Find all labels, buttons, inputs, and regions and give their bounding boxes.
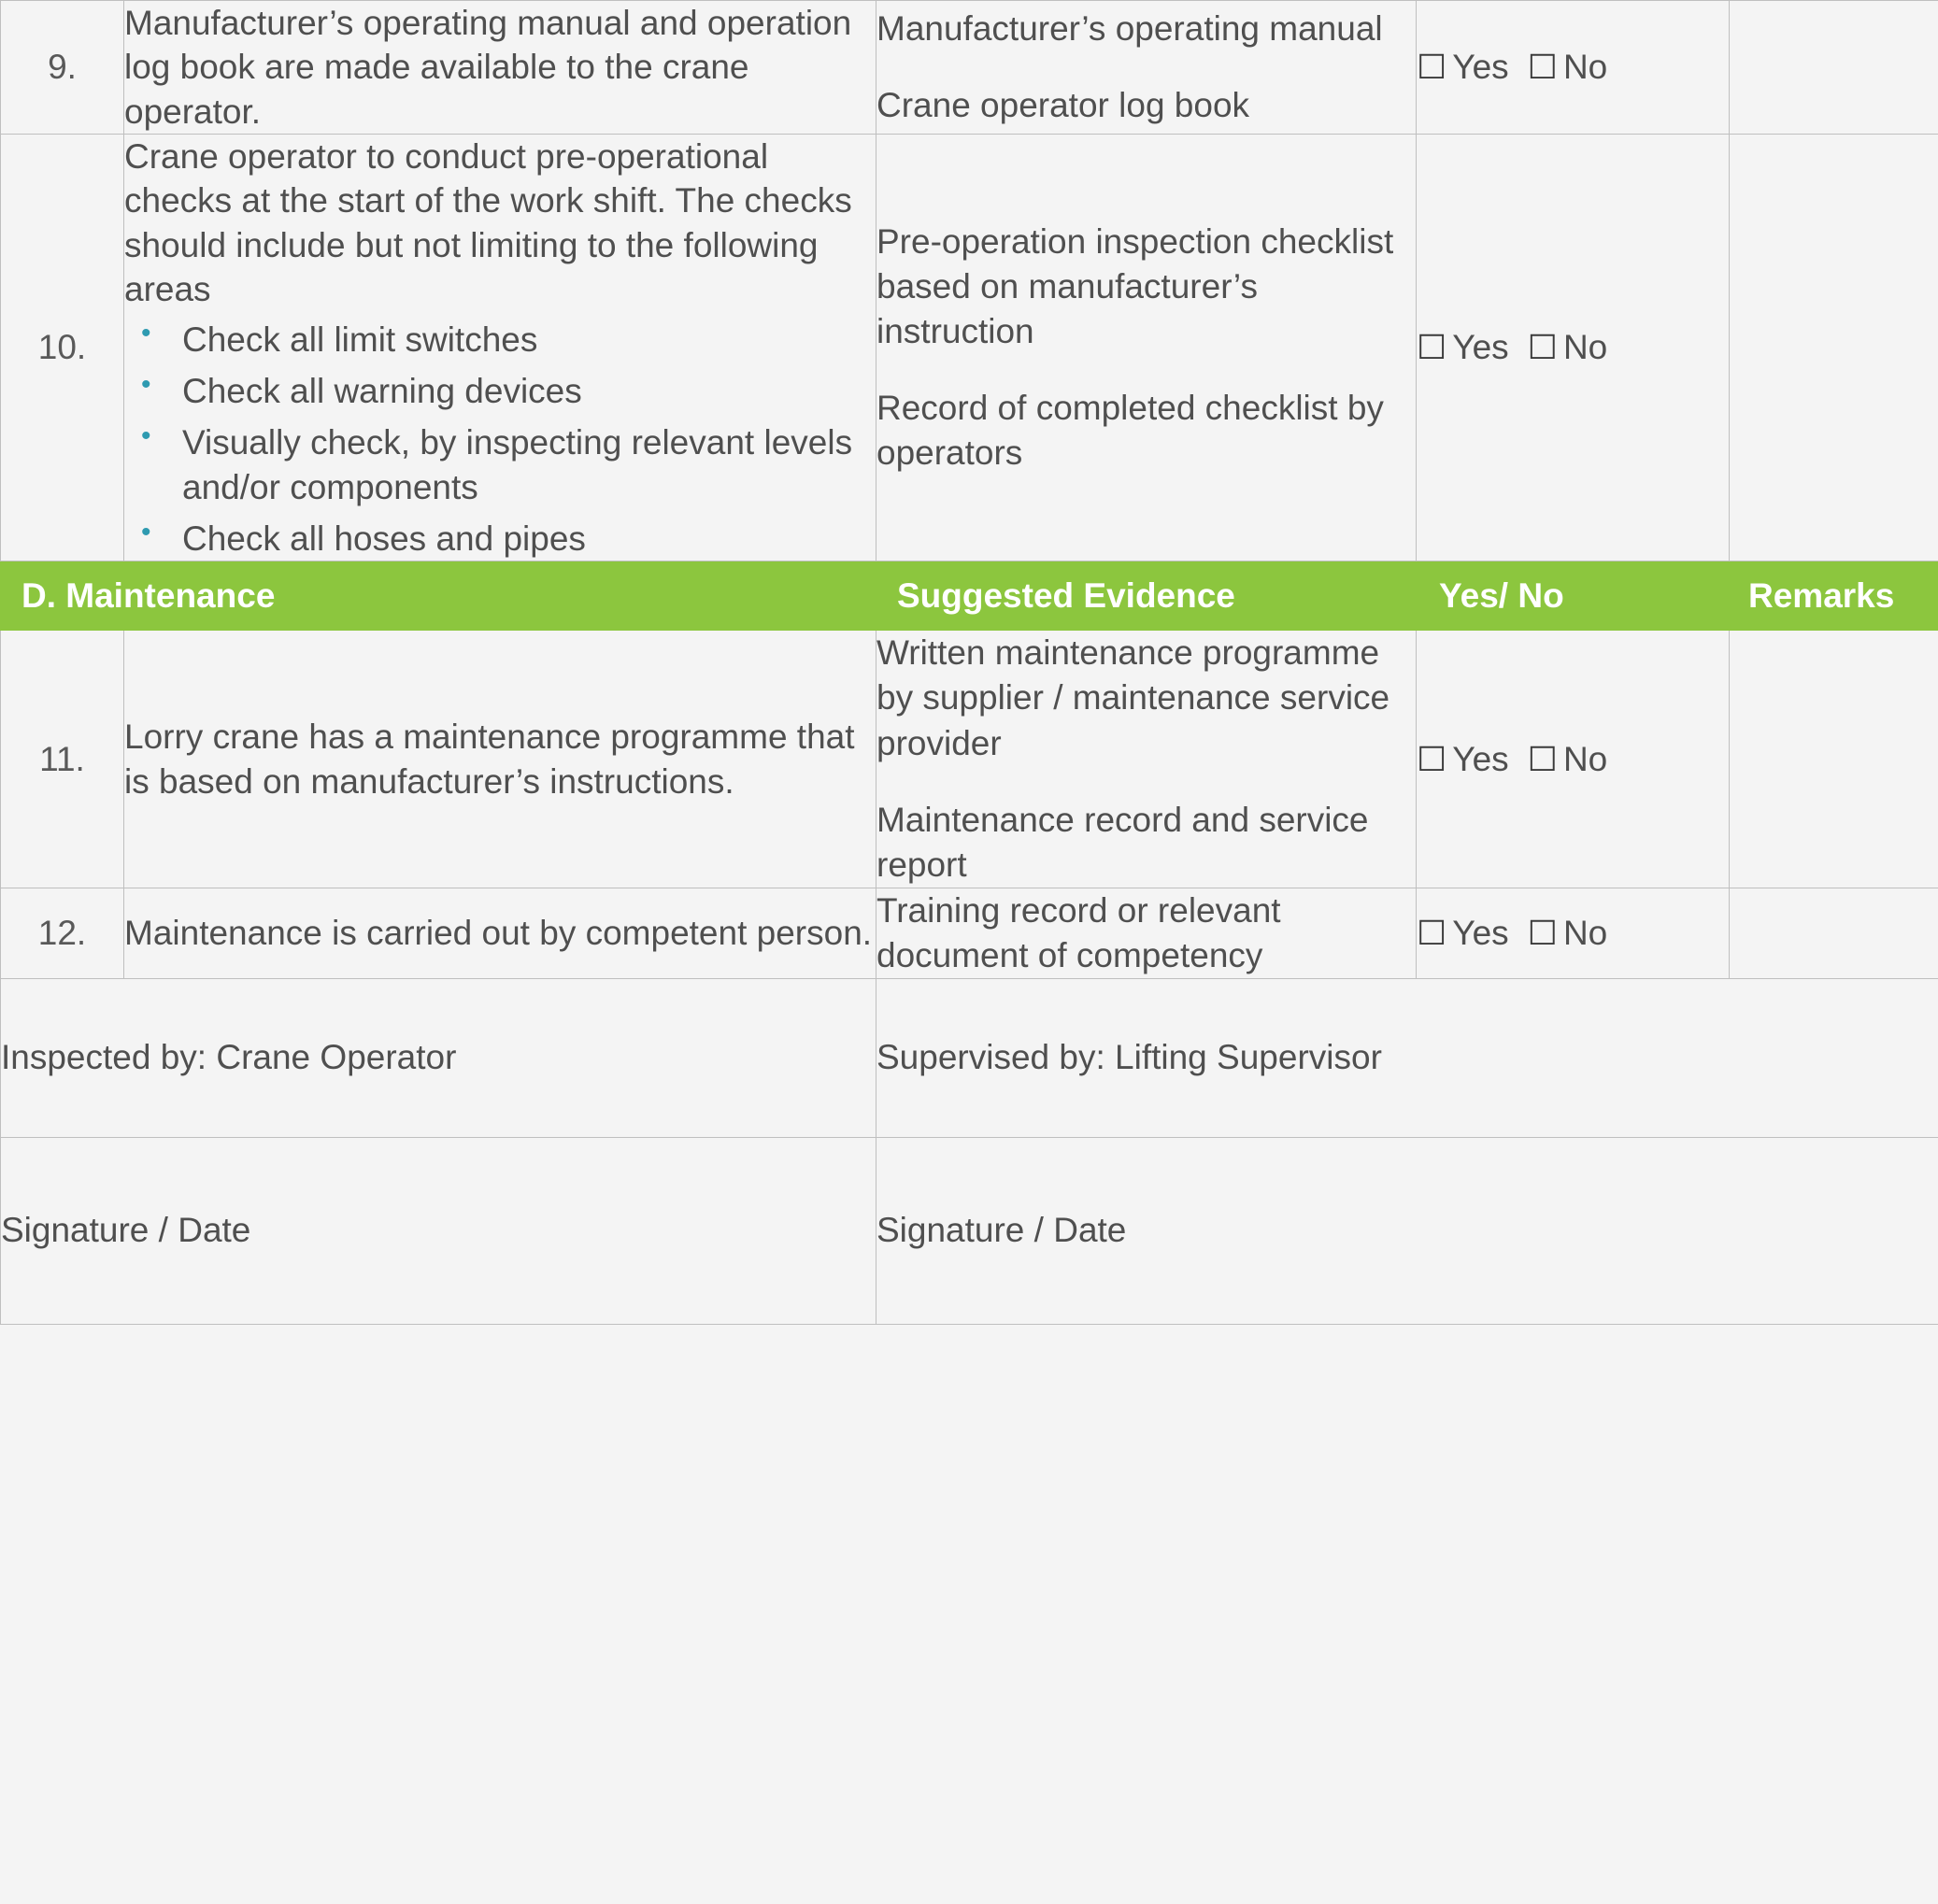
evidence-item: Record of completed checklist by operators [876, 389, 1384, 473]
row-description-text: Manufacturer’s operating manual and operation log book are made available to the crane operator. [124, 4, 852, 131]
no-checkbox[interactable]: ☐ [1527, 328, 1558, 367]
row-evidence [876, 888, 1417, 978]
yes-checkbox[interactable]: ☐ [1417, 913, 1447, 952]
section-yesno-header: Yes/ No [1417, 561, 1730, 631]
evidence-item: Manufacturer’s operating manual [876, 8, 1383, 48]
remarks-cell[interactable] [1730, 888, 1938, 978]
section-evidence-header: Suggested Evidence [876, 561, 1417, 631]
row-evidence [876, 1, 1417, 135]
row-evidence [876, 631, 1417, 888]
signature-right-cell: Signature / Date [876, 1137, 1938, 1324]
evidence-item: Training record or relevant document of competency [876, 890, 1281, 974]
no-label: No [1562, 913, 1608, 952]
table-row [1, 631, 1938, 888]
table-row [1, 1, 1938, 135]
evidence-item: Pre-operation inspection checklist based on manufacturer’s instruction [876, 221, 1394, 351]
list-item: • Check all warning devices [124, 369, 876, 413]
section-remarks-header: Remarks [1730, 561, 1938, 631]
remarks-cell[interactable] [1730, 135, 1938, 561]
row-number: 11. [1, 631, 124, 888]
evidence-item: Written maintenance programme by supplier / maintenance service provider [876, 633, 1390, 762]
row-number: 12. [1, 888, 124, 978]
row-description [124, 888, 876, 978]
row-description-text: Maintenance is carried out by competent person. [124, 914, 873, 953]
row-number: 9. [1, 1, 124, 135]
row-description-bullets [124, 318, 876, 561]
yes-no-cell [1417, 888, 1730, 978]
evidence-item: Crane operator log book [876, 86, 1250, 125]
yes-label: Yes [1452, 739, 1509, 778]
remarks-cell[interactable] [1730, 1, 1938, 135]
yes-label: Yes [1452, 48, 1509, 87]
row-number: 10. [1, 135, 124, 561]
yes-checkbox[interactable]: ☐ [1417, 739, 1447, 778]
section-header-row [1, 561, 1938, 631]
yes-no-cell [1417, 631, 1730, 888]
no-label: No [1562, 739, 1608, 778]
remarks-cell[interactable] [1730, 631, 1938, 888]
table-row [1, 888, 1938, 978]
yes-no-cell [1417, 1, 1730, 135]
yes-label: Yes [1452, 328, 1509, 367]
supervised-by-cell: Supervised by: Lifting Supervisor [876, 978, 1938, 1137]
list-item: • Visually check, by inspecting relevant levels and/or components [124, 420, 876, 509]
list-item: • Check all hoses and pipes [124, 517, 876, 561]
no-checkbox[interactable]: ☐ [1527, 739, 1558, 778]
row-description-text: Lorry crane has a maintenance programme that is based on manufacturer’s instructions. [124, 718, 855, 801]
row-description [124, 135, 876, 561]
row-description-text: Crane operator to conduct pre-operational checks at the start of the work shift. The checks should include but not limiting to the following areas [124, 137, 852, 309]
inspected-by-cell: Inspected by: Crane Operator [1, 978, 876, 1137]
list-item: • Check all limit switches [124, 318, 876, 362]
yes-no-cell [1417, 135, 1730, 561]
row-description [124, 631, 876, 888]
no-checkbox[interactable]: ☐ [1527, 913, 1558, 952]
yes-checkbox[interactable]: ☐ [1417, 48, 1447, 87]
signature-left-cell: Signature / Date [1, 1137, 876, 1324]
yes-label: Yes [1452, 913, 1509, 952]
no-checkbox[interactable]: ☐ [1527, 48, 1558, 87]
evidence-item: Maintenance record and service report [876, 800, 1369, 884]
yes-checkbox[interactable]: ☐ [1417, 328, 1447, 367]
signature-row [1, 1137, 1938, 1324]
section-title: D. Maintenance [1, 561, 876, 631]
row-evidence [876, 135, 1417, 561]
no-label: No [1562, 48, 1608, 87]
signoff-row [1, 978, 1938, 1137]
table-row [1, 135, 1938, 561]
no-label: No [1562, 328, 1608, 367]
row-description [124, 1, 876, 135]
